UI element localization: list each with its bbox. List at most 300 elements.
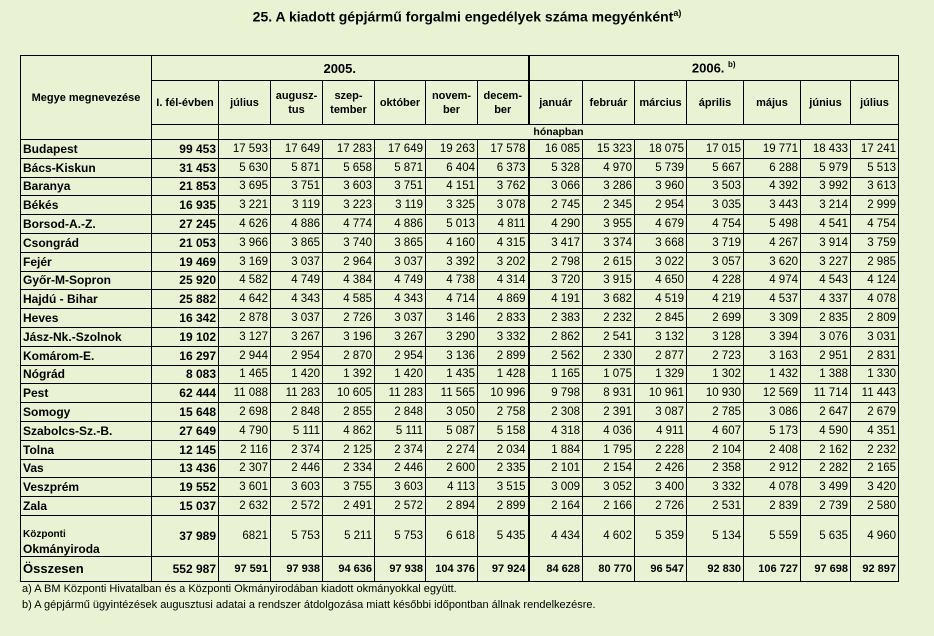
month-value: 2 985 — [851, 252, 899, 271]
month-value: 3 499 — [801, 478, 851, 497]
month-value: 2 232 — [583, 309, 635, 328]
month-value: 3 169 — [219, 252, 271, 271]
month-value: 3 119 — [375, 196, 426, 215]
month-value: 3 132 — [635, 327, 687, 346]
month-value: 2 831 — [851, 346, 899, 365]
month-value: 4 151 — [426, 177, 478, 196]
month-value: 2 307 — [219, 459, 271, 478]
month-value: 17 283 — [323, 140, 375, 159]
month-value: 2 162 — [801, 440, 851, 459]
month-value: 2 758 — [478, 403, 529, 422]
month-value: 2 679 — [851, 403, 899, 422]
data-table — [20, 55, 899, 582]
month-value: 4 318 — [529, 421, 583, 440]
month-value: 4 337 — [801, 290, 851, 309]
month-header-2005: novem-ber — [426, 81, 478, 125]
month-value: 4 626 — [219, 215, 271, 234]
month-value: 5 359 — [635, 515, 687, 556]
month-value: 3 050 — [426, 403, 478, 422]
year-2006-header: 2006. $^{b)}$ — [529, 56, 899, 81]
month-value: 2 839 — [744, 497, 801, 516]
month-value: 3 057 — [687, 252, 744, 271]
table-row — [21, 158, 899, 177]
month-value: 2 101 — [529, 459, 583, 478]
month-value: 4 811 — [478, 215, 529, 234]
half-year-value: 99 453 — [152, 140, 219, 159]
month-value: 2 698 — [219, 403, 271, 422]
month-value: 4 124 — [851, 271, 899, 290]
month-value: 2 954 — [375, 346, 426, 365]
month-value: 2 964 — [323, 252, 375, 271]
month-value: 2 699 — [687, 309, 744, 328]
month-value: 2 165 — [851, 459, 899, 478]
month-value: 2 878 — [219, 309, 271, 328]
year-2005-header: 2005. — [152, 56, 529, 81]
month-value: 3 695 — [219, 177, 271, 196]
month-value: 4 886 — [271, 215, 323, 234]
month-value: 5 979 — [801, 158, 851, 177]
month-value: 3 052 — [583, 478, 635, 497]
month-value: 97 938 — [375, 556, 426, 581]
county-name: Bács-Kiskun — [21, 158, 152, 177]
month-value: 1 329 — [635, 365, 687, 384]
month-value: 84 628 — [529, 556, 583, 581]
month-value: 19 771 — [744, 140, 801, 159]
month-value: 2 785 — [687, 403, 744, 422]
month-value: 10 605 — [323, 384, 375, 403]
county-name: Győr-M-Sopron — [21, 271, 152, 290]
month-value: 2 726 — [323, 309, 375, 328]
month-value: 11 443 — [851, 384, 899, 403]
month-value: 3 740 — [323, 233, 375, 252]
month-value: 17 649 — [271, 140, 323, 159]
month-value: 3 009 — [529, 478, 583, 497]
half-year-value: 12 145 — [152, 440, 219, 459]
month-value: 3 755 — [323, 478, 375, 497]
month-header-2006: május — [744, 81, 801, 125]
month-value: 3 620 — [744, 252, 801, 271]
month-value: 2 116 — [219, 440, 271, 459]
month-value: 17 578 — [478, 140, 529, 159]
month-value: 3 078 — [478, 196, 529, 215]
month-value: 2 562 — [529, 346, 583, 365]
month-value: 4 607 — [687, 421, 744, 440]
month-value: 3 603 — [323, 177, 375, 196]
county-name: Összesen — [21, 556, 152, 581]
month-value: 3 086 — [744, 403, 801, 422]
month-value: 4 351 — [851, 421, 899, 440]
month-value: 2 104 — [687, 440, 744, 459]
half-year-value: 21 853 — [152, 177, 219, 196]
month-value: 3 601 — [219, 478, 271, 497]
month-value: 5 739 — [635, 158, 687, 177]
county-name: Budapest — [21, 140, 152, 159]
county-name: Baranya — [21, 177, 152, 196]
month-value: 2 845 — [635, 309, 687, 328]
county-name: Veszprém — [21, 478, 152, 497]
table-row — [21, 346, 899, 365]
month-value: 2 647 — [801, 403, 851, 422]
month-value: 2 374 — [271, 440, 323, 459]
table-row — [21, 252, 899, 271]
county-name-line2: Okmányiroda — [23, 541, 100, 556]
month-value: 3 286 — [583, 177, 635, 196]
half-year-value: 62 444 — [152, 384, 219, 403]
half-year-value: 37 989 — [152, 515, 219, 556]
month-value: 1 420 — [375, 365, 426, 384]
table-row-total — [21, 556, 899, 581]
month-value: 4 738 — [426, 271, 478, 290]
month-value: 4 290 — [529, 215, 583, 234]
month-value: 2 954 — [271, 346, 323, 365]
month-value: 3 420 — [851, 478, 899, 497]
month-value: 2 848 — [271, 403, 323, 422]
month-value: 4 267 — [744, 233, 801, 252]
month-value: 4 343 — [375, 290, 426, 309]
month-value: 2 848 — [375, 403, 426, 422]
month-value: 2 954 — [635, 196, 687, 215]
month-value: 3 214 — [801, 196, 851, 215]
month-value: 3 603 — [271, 478, 323, 497]
month-value: 1 392 — [323, 365, 375, 384]
month-value: 97 938 — [271, 556, 323, 581]
county-name: Borsod-A.-Z. — [21, 215, 152, 234]
month-value: 2 809 — [851, 309, 899, 328]
half-year-value: 19 552 — [152, 478, 219, 497]
table-row — [21, 196, 899, 215]
month-value: 5 635 — [801, 515, 851, 556]
month-value: 2 164 — [529, 497, 583, 516]
half-year-value: 31 453 — [152, 158, 219, 177]
month-value: 4 650 — [635, 271, 687, 290]
month-value: 3 374 — [583, 233, 635, 252]
month-value: 5 630 — [219, 158, 271, 177]
table-row — [21, 215, 899, 234]
month-value: 3 037 — [271, 309, 323, 328]
month-value: 5 087 — [426, 421, 478, 440]
month-value: 11 714 — [801, 384, 851, 403]
month-value: 2 125 — [323, 440, 375, 459]
table-row — [21, 327, 899, 346]
month-header-2006: február — [583, 81, 635, 125]
month-value: 1 420 — [271, 365, 323, 384]
month-value: 2 335 — [478, 459, 529, 478]
month-value: 2 446 — [375, 459, 426, 478]
month-value: 6 404 — [426, 158, 478, 177]
month-value: 2 999 — [851, 196, 899, 215]
month-header-2005: decem-ber — [478, 81, 529, 125]
month-value: 17 593 — [219, 140, 271, 159]
month-value: 5 111 — [271, 421, 323, 440]
month-value: 2 166 — [583, 497, 635, 516]
month-value: 2 274 — [426, 440, 478, 459]
half-year-unit-spacer — [152, 125, 219, 140]
month-value: 2 798 — [529, 252, 583, 271]
half-year-value: 25 882 — [152, 290, 219, 309]
month-value: 3 037 — [375, 309, 426, 328]
month-value: 19 263 — [426, 140, 478, 159]
month-value: 3 325 — [426, 196, 478, 215]
month-value: 4 228 — [687, 271, 744, 290]
month-value: 3 031 — [851, 327, 899, 346]
half-year-header: I. fél-évben — [152, 81, 219, 125]
month-value: 3 966 — [219, 233, 271, 252]
month-value: 4 113 — [426, 478, 478, 497]
month-value: 2 531 — [687, 497, 744, 516]
month-value: 4 790 — [219, 421, 271, 440]
month-value: 4 749 — [271, 271, 323, 290]
table-row — [21, 140, 899, 159]
month-value: 2 944 — [219, 346, 271, 365]
month-value: 2 899 — [478, 497, 529, 516]
month-value: 3 992 — [801, 177, 851, 196]
month-value: 3 022 — [635, 252, 687, 271]
month-value: 2 572 — [375, 497, 426, 516]
month-value: 2 282 — [801, 459, 851, 478]
month-value: 1 428 — [478, 365, 529, 384]
month-value: 4 519 — [635, 290, 687, 309]
month-value: 4 869 — [478, 290, 529, 309]
table-row — [21, 497, 899, 516]
table-row — [21, 440, 899, 459]
month-value: 3 163 — [744, 346, 801, 365]
month-value: 1 795 — [583, 440, 635, 459]
month-value: 2 580 — [851, 497, 899, 516]
month-value: 3 332 — [478, 327, 529, 346]
month-value: 92 897 — [851, 556, 899, 581]
half-year-value: 27 649 — [152, 421, 219, 440]
month-value: 3 720 — [529, 271, 583, 290]
half-year-value: 19 469 — [152, 252, 219, 271]
month-value: 3 127 — [219, 327, 271, 346]
month-value: 97 698 — [801, 556, 851, 581]
month-value: 2 600 — [426, 459, 478, 478]
month-value: 3 037 — [375, 252, 426, 271]
month-value: 4 541 — [801, 215, 851, 234]
month-value: 3 915 — [583, 271, 635, 290]
month-value: 17 649 — [375, 140, 426, 159]
month-value: 8 931 — [583, 384, 635, 403]
month-value: 3 443 — [744, 196, 801, 215]
county-name: Hajdú - Bihar — [21, 290, 152, 309]
month-header-2006: július — [851, 81, 899, 125]
month-value: 18 433 — [801, 140, 851, 159]
month-value: 3 076 — [801, 327, 851, 346]
month-value: 1 465 — [219, 365, 271, 384]
month-value: 2 232 — [851, 440, 899, 459]
month-value: 3 668 — [635, 233, 687, 252]
month-value: 3 221 — [219, 196, 271, 215]
month-value: 4 774 — [323, 215, 375, 234]
month-value: 10 930 — [687, 384, 744, 403]
half-year-value: 16 297 — [152, 346, 219, 365]
month-value: 2 745 — [529, 196, 583, 215]
month-value: 1 302 — [687, 365, 744, 384]
half-year-value: 552 987 — [152, 556, 219, 581]
month-value: 18 075 — [635, 140, 687, 159]
month-value: 5 173 — [744, 421, 801, 440]
month-value: 1 388 — [801, 365, 851, 384]
month-value: 4 602 — [583, 515, 635, 556]
month-value: 4 862 — [323, 421, 375, 440]
month-value: 4 590 — [801, 421, 851, 440]
month-value: 2 330 — [583, 346, 635, 365]
table-row — [21, 271, 899, 290]
month-value: 2 374 — [375, 440, 426, 459]
month-value: 4 960 — [851, 515, 899, 556]
month-value: 5 667 — [687, 158, 744, 177]
table-row — [21, 459, 899, 478]
month-value: 4 537 — [744, 290, 801, 309]
month-value: 5 658 — [323, 158, 375, 177]
half-year-value: 15 648 — [152, 403, 219, 422]
month-value: 6 288 — [744, 158, 801, 177]
month-value: 9 798 — [529, 384, 583, 403]
month-value: 4 392 — [744, 177, 801, 196]
month-value: 11 565 — [426, 384, 478, 403]
county-name-line1: Központi — [23, 528, 66, 540]
month-value: 5 134 — [687, 515, 744, 556]
month-value: 2 726 — [635, 497, 687, 516]
month-value: 3 267 — [375, 327, 426, 346]
month-value: 104 376 — [426, 556, 478, 581]
month-value: 3 087 — [635, 403, 687, 422]
half-year-value: 25 920 — [152, 271, 219, 290]
month-value: 2 541 — [583, 327, 635, 346]
month-value: 16 085 — [529, 140, 583, 159]
month-header-2006: március — [635, 81, 687, 125]
county-name: Zala — [21, 497, 152, 516]
month-value: 2 835 — [801, 309, 851, 328]
table-row — [21, 290, 899, 309]
month-value: 3 762 — [478, 177, 529, 196]
county-name: Csongrád — [21, 233, 152, 252]
month-value: 2 723 — [687, 346, 744, 365]
month-value: 2 491 — [323, 497, 375, 516]
month-value: 3 223 — [323, 196, 375, 215]
month-value: 11 283 — [375, 384, 426, 403]
month-value: 2 034 — [478, 440, 529, 459]
county-name: Heves — [21, 309, 152, 328]
month-value: 3 066 — [529, 177, 583, 196]
month-value: 3 865 — [375, 233, 426, 252]
month-value: 6 373 — [478, 158, 529, 177]
month-value: 3 290 — [426, 327, 478, 346]
month-value: 4 886 — [375, 215, 426, 234]
month-value: 5 328 — [529, 158, 583, 177]
month-value: 3 914 — [801, 233, 851, 252]
county-header: Megye megnevezése — [21, 56, 152, 140]
page-title: 25. A kiadott gépjármű forgalmi engedélyek száma megyénként$^{a)}$ — [252, 8, 682, 25]
month-value: 97 924 — [478, 556, 529, 581]
month-value: 3 955 — [583, 215, 635, 234]
month-value: 2 154 — [583, 459, 635, 478]
month-header-2006: január — [529, 81, 583, 125]
month-value: 5 498 — [744, 215, 801, 234]
month-value: 17 241 — [851, 140, 899, 159]
month-value: 80 770 — [583, 556, 635, 581]
month-value: 4 036 — [583, 421, 635, 440]
unit-label: hónapban — [219, 125, 899, 140]
month-value: 1 432 — [744, 365, 801, 384]
month-value: 4 974 — [744, 271, 801, 290]
month-value: 2 855 — [323, 403, 375, 422]
month-value: 2 862 — [529, 327, 583, 346]
month-value: 3 960 — [635, 177, 687, 196]
month-value: 4 315 — [478, 233, 529, 252]
month-value: 4 160 — [426, 233, 478, 252]
month-value: 92 830 — [687, 556, 744, 581]
month-value: 3 267 — [271, 327, 323, 346]
half-year-value: 19 102 — [152, 327, 219, 346]
month-value: 2 833 — [478, 309, 529, 328]
month-value: 11 283 — [271, 384, 323, 403]
table-row-central-office — [21, 515, 899, 556]
half-year-value: 8 083 — [152, 365, 219, 384]
month-value: 10 996 — [478, 384, 529, 403]
half-year-value: 27 245 — [152, 215, 219, 234]
month-value: 4 642 — [219, 290, 271, 309]
month-value: 3 613 — [851, 177, 899, 196]
month-value: 3 309 — [744, 309, 801, 328]
month-value: 3 394 — [744, 327, 801, 346]
month-header-2005: július — [219, 81, 271, 125]
half-year-value: 16 342 — [152, 309, 219, 328]
table-row — [21, 177, 899, 196]
month-value: 4 749 — [375, 271, 426, 290]
month-value: 1 435 — [426, 365, 478, 384]
month-value: 3 751 — [271, 177, 323, 196]
county-name: Pest — [21, 384, 152, 403]
month-value: 17 015 — [687, 140, 744, 159]
month-value: 4 911 — [635, 421, 687, 440]
month-header-2006: április — [687, 81, 744, 125]
month-value: 5 513 — [851, 158, 899, 177]
month-value: 2 345 — [583, 196, 635, 215]
month-value: 5 753 — [375, 515, 426, 556]
month-value: 4 582 — [219, 271, 271, 290]
month-value: 3 759 — [851, 233, 899, 252]
month-value: 3 865 — [271, 233, 323, 252]
month-value: 2 870 — [323, 346, 375, 365]
month-value: 5 111 — [375, 421, 426, 440]
month-value: 3 202 — [478, 252, 529, 271]
table-row — [21, 365, 899, 384]
month-value: 4 679 — [635, 215, 687, 234]
month-value: 2 739 — [801, 497, 851, 516]
month-value: 3 417 — [529, 233, 583, 252]
county-name: Nógrád — [21, 365, 152, 384]
month-value: 1 165 — [529, 365, 583, 384]
month-header-2005: október — [375, 81, 426, 125]
month-value: 94 636 — [323, 556, 375, 581]
month-value: 6821 — [219, 515, 271, 556]
month-value: 5 559 — [744, 515, 801, 556]
half-year-value: 15 037 — [152, 497, 219, 516]
month-value: 1 330 — [851, 365, 899, 384]
half-year-value: 21 053 — [152, 233, 219, 252]
month-value: 3 146 — [426, 309, 478, 328]
table-row — [21, 403, 899, 422]
month-value: 1 884 — [529, 440, 583, 459]
table-row — [21, 384, 899, 403]
county-name — [21, 515, 152, 556]
month-value: 3 128 — [687, 327, 744, 346]
month-value: 3 037 — [271, 252, 323, 271]
county-name: Tolna — [21, 440, 152, 459]
month-value: 5 753 — [271, 515, 323, 556]
month-value: 3 119 — [271, 196, 323, 215]
